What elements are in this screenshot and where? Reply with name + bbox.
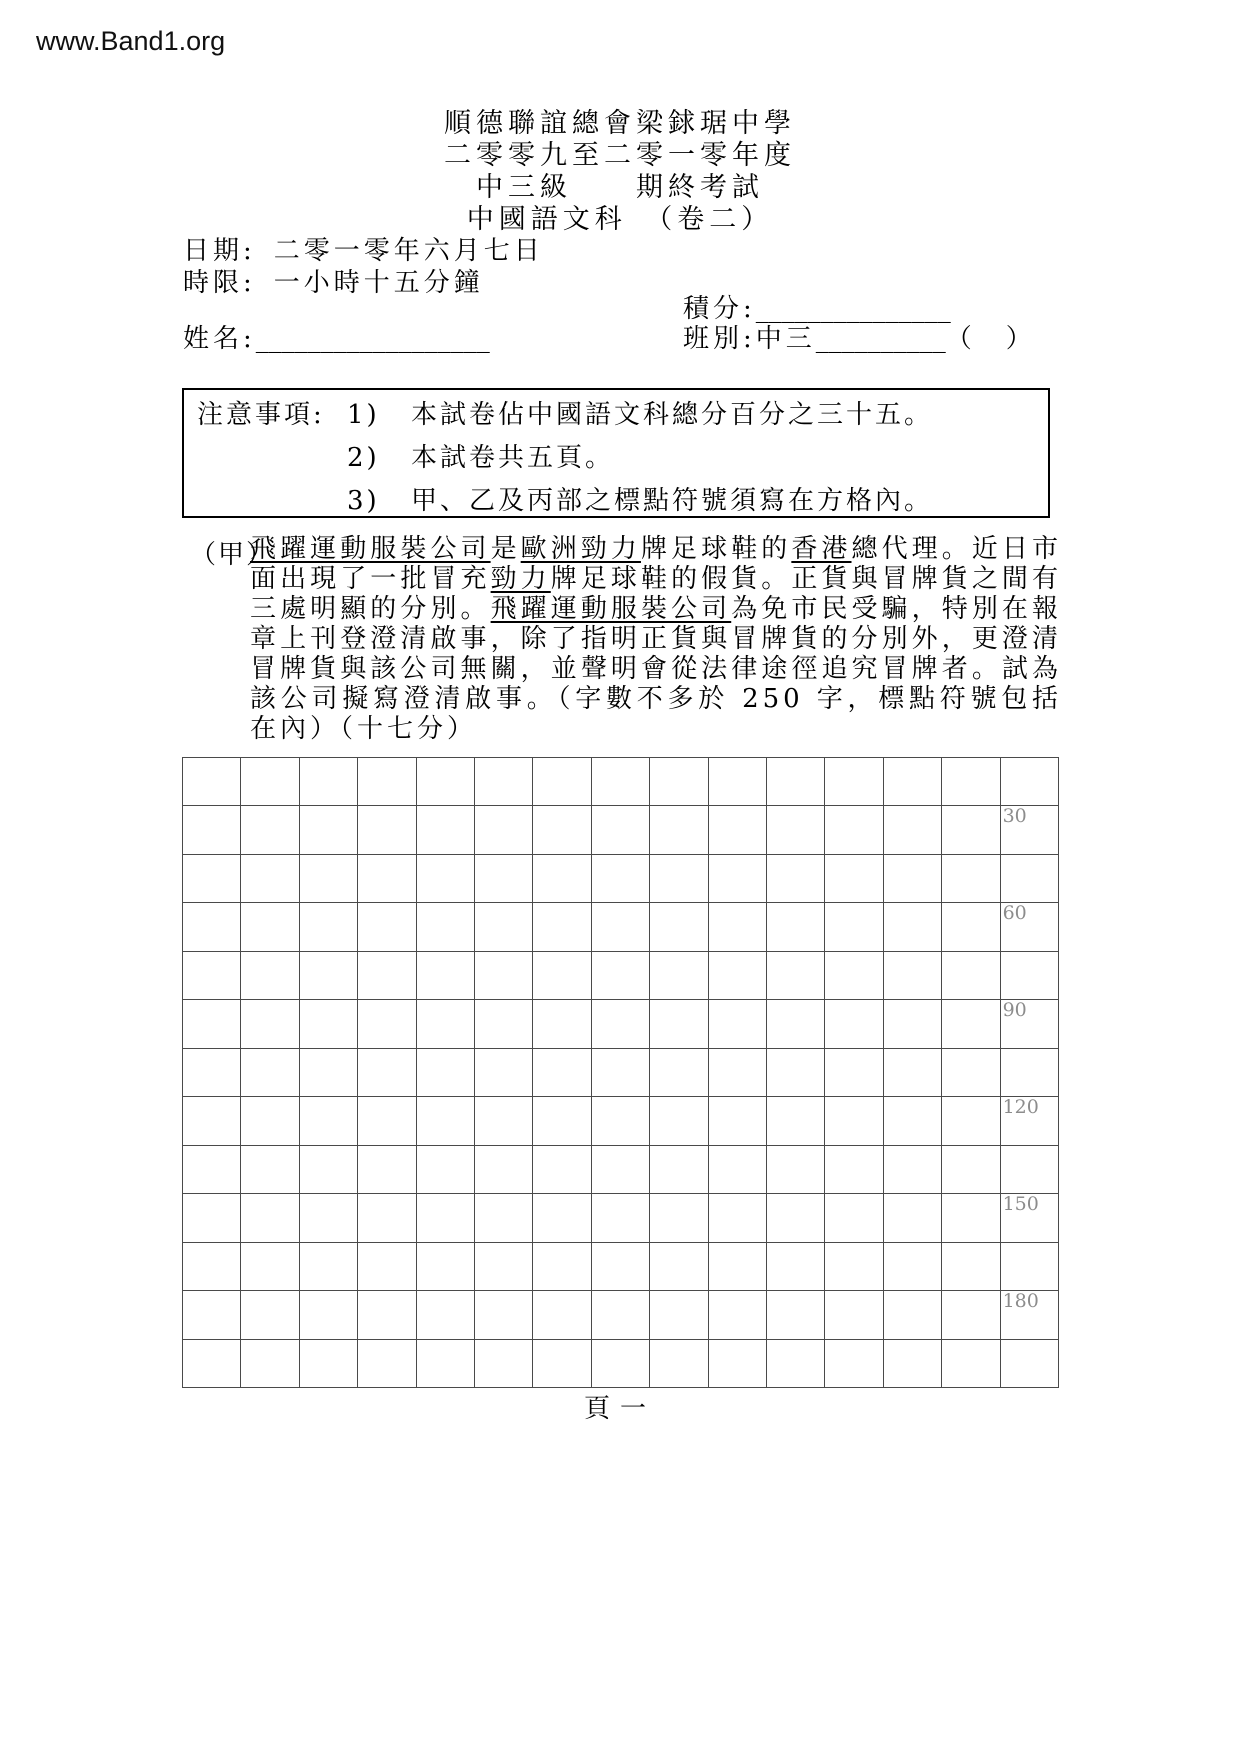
score-label: 積分: — [683, 294, 756, 324]
char-count-marker: 180 — [1002, 1290, 1039, 1313]
grid-cell — [183, 1000, 241, 1048]
grid-cell — [1001, 1097, 1059, 1145]
grid-cell — [241, 1194, 299, 1242]
question-text-segment: 勁力 — [490, 564, 551, 594]
grid-cell — [825, 758, 883, 806]
grid-cell — [650, 903, 708, 951]
grid-cell — [825, 1194, 883, 1242]
grid-cell — [942, 1243, 1000, 1291]
grid-cell — [709, 952, 767, 1000]
grid-cell — [709, 1097, 767, 1145]
grid-cell — [767, 1340, 825, 1388]
grid-cell — [592, 1000, 650, 1048]
grid-cell — [1001, 855, 1059, 903]
grid-cell — [592, 903, 650, 951]
grid-cell — [884, 1049, 942, 1097]
grid-cell — [709, 1146, 767, 1194]
grid-cell — [183, 1097, 241, 1145]
grid-cell — [533, 903, 591, 951]
grid-cell — [767, 806, 825, 854]
grid-cell — [241, 1340, 299, 1388]
grid-cell — [300, 1291, 358, 1339]
grid-cell — [884, 903, 942, 951]
notice-item-text: 本試卷共五頁。 — [411, 443, 615, 473]
char-count-marker: 150 — [1002, 1193, 1039, 1216]
grid-cell — [475, 1340, 533, 1388]
grid-cell — [358, 1243, 416, 1291]
grid-cell — [417, 903, 475, 951]
notice-item-text: 甲、乙及丙部之標點符號須寫在方格內。 — [411, 486, 934, 516]
grid-cell — [183, 1146, 241, 1194]
grid-cell — [884, 1243, 942, 1291]
grid-cell — [533, 952, 591, 1000]
grid-cell — [884, 758, 942, 806]
grid-cell — [942, 1049, 1000, 1097]
time-limit-value: 一小時十五分鐘 — [273, 268, 484, 298]
char-count-marker: 60 — [1002, 902, 1027, 925]
question-a-text — [250, 534, 1062, 744]
question-a-label: （甲） — [190, 540, 275, 570]
grid-cell — [183, 1049, 241, 1097]
grid-cell — [767, 1291, 825, 1339]
grid-cell — [300, 903, 358, 951]
grid-cell — [709, 806, 767, 854]
grid-cell — [475, 758, 533, 806]
name-line — [183, 318, 490, 355]
grid-cell — [300, 952, 358, 1000]
grid-cell — [942, 758, 1000, 806]
grid-cell — [533, 1340, 591, 1388]
time-limit-label: 時限: — [183, 268, 256, 298]
grid-cell — [300, 1194, 358, 1242]
notice-item-number: 2) — [347, 443, 380, 473]
question-text-segment: 歐洲勁力 — [520, 534, 641, 564]
grid-cell — [592, 1194, 650, 1242]
grid-cell — [942, 1146, 1000, 1194]
grid-cell — [241, 1000, 299, 1048]
grid-cell — [417, 1097, 475, 1145]
grid-cell — [825, 1097, 883, 1145]
grid-cell — [1001, 806, 1059, 854]
grid-cell — [942, 855, 1000, 903]
grid-cell — [183, 758, 241, 806]
grid-cell — [709, 1194, 767, 1242]
notice-item-number: 1) — [347, 400, 380, 430]
grid-cell — [475, 1146, 533, 1194]
grid-cell — [533, 1194, 591, 1242]
grid-cell — [709, 1000, 767, 1048]
grid-cell — [533, 1291, 591, 1339]
grid-cell — [475, 952, 533, 1000]
grid-cell — [767, 758, 825, 806]
grid-cell — [300, 806, 358, 854]
grid-cell — [884, 1340, 942, 1388]
grid-cell — [358, 1097, 416, 1145]
question-text-segment: 飛躍運動服裝公司 — [490, 594, 732, 624]
grid-cell — [1001, 1000, 1059, 1048]
grid-cell — [300, 1000, 358, 1048]
grid-cell — [825, 1291, 883, 1339]
grid-cell — [942, 1340, 1000, 1388]
grid-cell — [300, 758, 358, 806]
grid-cell — [767, 855, 825, 903]
grid-cell — [825, 806, 883, 854]
grid-cell — [241, 1097, 299, 1145]
score-blank-line: _______________ — [755, 294, 951, 324]
grid-cell — [241, 758, 299, 806]
question-text-segment: 飛躍運動服裝公司 — [250, 534, 491, 564]
grid-cell — [475, 1097, 533, 1145]
char-count-marker: 90 — [1002, 999, 1027, 1022]
grid-cell — [241, 952, 299, 1000]
grid-cell — [475, 1194, 533, 1242]
grid-cell — [592, 806, 650, 854]
grid-cell — [767, 1000, 825, 1048]
grid-cell — [533, 1000, 591, 1048]
grid-cell — [709, 1340, 767, 1388]
grid-cell — [1001, 1291, 1059, 1339]
question-a — [190, 534, 1062, 744]
grid-cell — [300, 1097, 358, 1145]
grid-cell — [241, 806, 299, 854]
grid-cell — [709, 855, 767, 903]
grid-cell — [942, 1291, 1000, 1339]
grid-cell — [417, 1291, 475, 1339]
grid-cell — [884, 1097, 942, 1145]
grid-cell — [417, 758, 475, 806]
grid-cell — [183, 1194, 241, 1242]
grid-cell — [358, 758, 416, 806]
subject-paper-title: 中國語文科 （卷二） — [466, 204, 774, 235]
grid-cell — [825, 1340, 883, 1388]
grid-cell — [241, 903, 299, 951]
grid-cell — [592, 1097, 650, 1145]
grid-cell — [650, 1194, 708, 1242]
grid-cell — [650, 1146, 708, 1194]
grid-cell — [650, 1000, 708, 1048]
name-blank-line: __________________ — [255, 324, 490, 354]
grid-cell — [825, 903, 883, 951]
class-line — [683, 318, 1036, 355]
grid-cell — [417, 1000, 475, 1048]
grid-cell — [650, 1243, 708, 1291]
grid-cell — [183, 1340, 241, 1388]
grid-cell — [650, 1049, 708, 1097]
grid-cell — [358, 1049, 416, 1097]
grid-cell — [650, 1291, 708, 1339]
grid-cell — [884, 855, 942, 903]
notice-item — [197, 437, 1048, 480]
grid-cell — [1001, 952, 1059, 1000]
grid-cell — [358, 1194, 416, 1242]
grid-cell — [417, 855, 475, 903]
grid-cell — [358, 1291, 416, 1339]
grid-cell — [942, 1097, 1000, 1145]
grid-cell — [709, 758, 767, 806]
grid-cell — [183, 903, 241, 951]
grid-cell — [1001, 1243, 1059, 1291]
grid-cell — [767, 1146, 825, 1194]
grid-cell — [417, 806, 475, 854]
grid-cell — [767, 1243, 825, 1291]
composition-grid — [182, 757, 1059, 1388]
grid-cell — [1001, 758, 1059, 806]
grid-cell — [1001, 1340, 1059, 1388]
grid-cell — [825, 1146, 883, 1194]
school-name: 順德聯誼總會梁銶琚中學 — [444, 108, 796, 139]
grid-cell — [767, 952, 825, 1000]
grid-cell — [942, 1194, 1000, 1242]
site-watermark: www.Band1.org — [36, 26, 226, 56]
grid-cell — [592, 855, 650, 903]
grid-cell — [533, 1146, 591, 1194]
grid-cell — [825, 1000, 883, 1048]
grid-cell — [417, 1146, 475, 1194]
notice-item-number: 3) — [347, 486, 380, 516]
grid-cell — [183, 952, 241, 1000]
grid-cell — [592, 1291, 650, 1339]
grid-cell — [942, 806, 1000, 854]
grid-cell — [241, 855, 299, 903]
grid-cell — [825, 1243, 883, 1291]
grid-cell — [592, 758, 650, 806]
grid-cell — [592, 1049, 650, 1097]
page-number: 頁一 — [583, 1394, 656, 1424]
grid-cell — [533, 1049, 591, 1097]
grid-cell — [300, 855, 358, 903]
grid-cell — [825, 855, 883, 903]
grid-cell — [709, 1049, 767, 1097]
grid-cell — [767, 1194, 825, 1242]
grid-cell — [650, 1340, 708, 1388]
grid-cell — [884, 952, 942, 1000]
grid-cell — [533, 806, 591, 854]
grid-cell — [1001, 1146, 1059, 1194]
char-count-marker: 30 — [1002, 805, 1027, 828]
notice-label: 注意事項: — [197, 400, 325, 430]
grid-cell — [241, 1049, 299, 1097]
grid-cell — [884, 1291, 942, 1339]
grid-cell — [1001, 1194, 1059, 1242]
question-text-segment: 是 — [490, 534, 521, 564]
grid-cell — [650, 806, 708, 854]
grid-cell — [417, 1340, 475, 1388]
grid-cell — [709, 1243, 767, 1291]
grid-cell — [1001, 903, 1059, 951]
notice-box — [182, 388, 1050, 518]
grid-cell — [358, 1146, 416, 1194]
grid-cell — [300, 1049, 358, 1097]
date-label: 日期: — [183, 236, 256, 266]
grid-cell — [241, 1146, 299, 1194]
notice-item-text: 本試卷佔中國語文科總分百分之三十五。 — [411, 400, 934, 430]
class-label: 班別: — [683, 324, 756, 354]
exam-header — [0, 108, 1240, 236]
grid-cell — [475, 855, 533, 903]
grid-cell — [650, 952, 708, 1000]
question-text-segment: 總代理。近日市面出現了一批冒充 — [250, 534, 1062, 594]
question-text-segment: 牌足球鞋的 — [640, 534, 792, 564]
grid-cell — [592, 1340, 650, 1388]
grid-cell — [475, 1049, 533, 1097]
grid-cell — [300, 1243, 358, 1291]
grid-cell — [241, 1291, 299, 1339]
grid-cell — [533, 758, 591, 806]
grid-cell — [417, 952, 475, 1000]
grid-cell — [650, 855, 708, 903]
time-limit-line — [183, 262, 484, 299]
grid-cell — [884, 1194, 942, 1242]
school-year: 二零零九至二零一零年度 — [444, 140, 796, 171]
grid-cell — [358, 806, 416, 854]
grid-cell — [475, 1291, 533, 1339]
class-parentheses: （ ） — [945, 324, 1036, 354]
grid-cell — [709, 903, 767, 951]
grid-cell — [417, 1194, 475, 1242]
grid-cell — [475, 806, 533, 854]
exam-level-title: 中三級 期終考試 — [476, 172, 764, 203]
grid-cell — [183, 1243, 241, 1291]
grid-cell — [942, 903, 1000, 951]
notice-item — [197, 394, 1048, 437]
grid-cell — [183, 1291, 241, 1339]
grid-cell — [358, 903, 416, 951]
grid-cell — [884, 1000, 942, 1048]
grid-cell — [825, 952, 883, 1000]
grid-cell — [241, 1243, 299, 1291]
grid-cell — [592, 1146, 650, 1194]
grid-cell — [358, 952, 416, 1000]
class-blank-line: __________ — [815, 324, 946, 354]
grid-cell — [358, 1000, 416, 1048]
grid-cell — [300, 1340, 358, 1388]
grid-cell — [533, 855, 591, 903]
grid-cell — [767, 1049, 825, 1097]
class-prefix: 中三 — [755, 324, 816, 354]
question-text-segment: 為免市民受騙，特別在報章上刊登澄清啟事，除了指明正貨與冒牌貨的分別外，更澄清冒牌貨與該公司無關，並聲明會從法律途徑追究冒牌者。試為該公司擬寫澄清啟事。（字數不多於 250 字，標點符號包括在內）（十七分） — [250, 594, 1062, 744]
grid-cell — [884, 806, 942, 854]
grid-cell — [417, 1243, 475, 1291]
grid-cell — [592, 952, 650, 1000]
grid-cell — [709, 1291, 767, 1339]
grid-cell — [300, 1146, 358, 1194]
grid-cell — [1001, 1049, 1059, 1097]
question-text-segment: 牌足球鞋的假貨。正貨與冒牌貨之間有三處明顯的分別。 — [250, 564, 1062, 624]
grid-cell — [533, 1097, 591, 1145]
grid-cell — [533, 1243, 591, 1291]
char-count-marker: 120 — [1002, 1096, 1039, 1119]
grid-cell — [825, 1049, 883, 1097]
grid-cell — [358, 855, 416, 903]
grid-cell — [358, 1340, 416, 1388]
grid-cell — [650, 1097, 708, 1145]
name-label: 姓名: — [183, 324, 256, 354]
grid-cell — [767, 1097, 825, 1145]
grid-cell — [417, 1049, 475, 1097]
grid-cell — [942, 1000, 1000, 1048]
grid-cell — [884, 1146, 942, 1194]
question-text-segment: 香港 — [791, 534, 852, 564]
grid-cell — [183, 855, 241, 903]
grid-cell — [475, 1243, 533, 1291]
notice-item — [197, 480, 1048, 523]
grid-cell — [650, 758, 708, 806]
grid-cell — [942, 952, 1000, 1000]
grid-cell — [592, 1243, 650, 1291]
grid-cell — [183, 806, 241, 854]
grid-cell — [475, 1000, 533, 1048]
date-value: 二零一零年六月七日 — [273, 236, 544, 266]
grid-cell — [767, 903, 825, 951]
grid-cell — [475, 903, 533, 951]
